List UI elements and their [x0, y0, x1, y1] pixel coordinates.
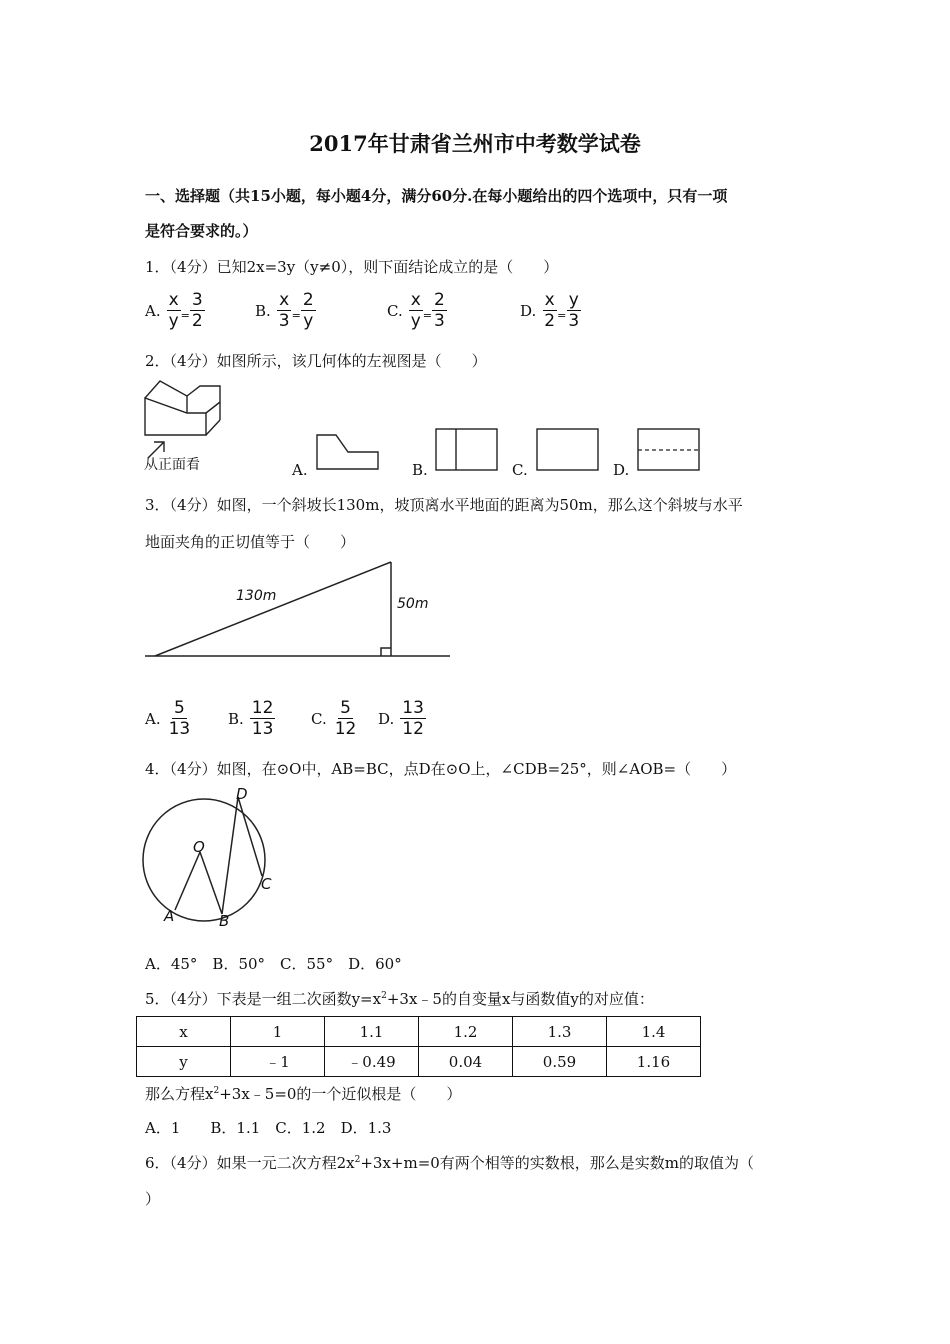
q5-value-table — [136, 1016, 701, 1077]
slope-line — [155, 562, 391, 656]
option-label: A. — [145, 709, 161, 728]
q4-circle-figure — [140, 782, 285, 932]
table-cell: 1 — [231, 1017, 325, 1047]
q5-stem: 5．（4分）下表是一组二次函数$y=x^2+3x﹣5$的自变量x与函数值y的对应值： — [145, 990, 654, 1008]
q5-question: 那么方程$x^2+3x﹣5=0$的一个近似根是（ ） — [145, 1085, 462, 1103]
equals-sign: = — [557, 309, 567, 322]
table-cell: 1.3 — [513, 1017, 607, 1047]
q2-option-a-figure[interactable] — [314, 432, 380, 472]
option-label: D. — [520, 301, 537, 320]
q4-options[interactable]: A．45° B．50° C．55° D．60° — [145, 955, 402, 973]
q2-option-a-label[interactable]: A. — [292, 461, 308, 479]
fraction: $\frac{x}{3}$ — [278, 290, 290, 331]
option-label: B. — [255, 301, 271, 320]
table-cell: y — [137, 1047, 231, 1077]
table-row — [137, 1017, 701, 1047]
fraction: $\frac{x}{y}$ — [410, 290, 421, 331]
label-b: B — [219, 912, 230, 930]
q6-stem-line2: ） — [145, 1190, 161, 1208]
q2-option-c-label[interactable]: C. — [512, 461, 528, 479]
solid-edge — [206, 402, 220, 413]
q3-slope-label: 130m — [236, 588, 277, 604]
table-cell: 1.4 — [607, 1017, 701, 1047]
q2-option-b-label[interactable]: B. — [412, 461, 428, 479]
section-heading-line1: 一、选择题（共15小题，每小题4分，满分60分.在每小题给出的四个选项中，只有一项 — [145, 187, 728, 205]
q3-stem-line2: 地面夹角的正切值等于（ ） — [145, 533, 356, 551]
table-row — [137, 1047, 701, 1077]
fraction: $\frac{x}{2}$ — [544, 290, 556, 331]
circle-o — [143, 799, 265, 921]
q1-stem: 1．（4分）已知2x=3y（y≠0），则下面结论成立的是（ ） — [145, 258, 559, 276]
q2-stem: 2．（4分）如图所示，该几何体的左视图是（ ） — [145, 352, 487, 370]
fraction: $\frac{2}{3}$ — [434, 290, 445, 331]
option-label: A. — [145, 301, 161, 320]
table-cell: 1.16 — [607, 1047, 701, 1077]
label-o: O — [193, 838, 205, 856]
table-cell: x — [137, 1017, 231, 1047]
q5-options[interactable]: A．1 B．1.1 C．1.2 D．1.3 — [145, 1119, 392, 1137]
right-angle-mark — [381, 648, 391, 656]
table-cell: ﹣1 — [231, 1047, 325, 1077]
section-heading-line2: 是符合要求的。） — [145, 222, 258, 240]
q3-option-a[interactable] — [145, 698, 192, 739]
q2-option-d-figure[interactable] — [637, 428, 701, 472]
label-d: D — [236, 785, 248, 803]
q3-option-c[interactable] — [311, 698, 358, 739]
table-cell: 1.2 — [419, 1017, 513, 1047]
fraction: $\frac{5}{13}$ — [168, 698, 191, 739]
q6-stem: 6．（4分）如果一元二次方程$2x^2+3x+m=0$有两个相等的实数根，那么是实数m的取值为（ — [145, 1154, 755, 1172]
q1-option-c[interactable] — [387, 290, 447, 331]
q2-option-d-label[interactable]: D. — [613, 461, 630, 479]
table-cell: 0.04 — [419, 1047, 513, 1077]
table-cell: 1.1 — [325, 1017, 419, 1047]
q3-stem-line1: 3．（4分）如图，一个斜坡长130m，坡顶离水平地面的距离为50m，那么这个斜坡与水平 — [145, 496, 743, 514]
q2-solid-figure — [140, 378, 230, 448]
fraction: $\frac{3}{2}$ — [191, 290, 203, 331]
table-cell: 0.59 — [513, 1047, 607, 1077]
fraction: $\frac{2}{y}$ — [302, 290, 314, 331]
q2-option-c-figure[interactable] — [536, 428, 600, 472]
radii-oa-ob — [175, 852, 222, 914]
option-label: C. — [387, 301, 403, 320]
q4-stem: 4．（4分）如图，在⊙O中，AB=BC，点D在⊙O上，∠CDB=25°，则∠AOB=（ ） — [145, 760, 737, 778]
chords-bd-dc — [222, 797, 262, 914]
solid-front-face — [145, 398, 206, 435]
equals-sign: = — [180, 309, 190, 322]
fraction: $\frac{12}{13}$ — [251, 698, 274, 739]
q2-figure-caption: 从正面看 — [144, 457, 200, 473]
label-a: A — [164, 907, 175, 925]
table-cell: ﹣0.49 — [325, 1047, 419, 1077]
q1-option-b[interactable] — [255, 290, 316, 331]
fraction: $\frac{13}{12}$ — [402, 698, 424, 739]
q3-option-b[interactable] — [228, 698, 275, 739]
equals-sign: = — [422, 309, 432, 322]
fraction: $\frac{5}{12}$ — [334, 698, 357, 739]
solid-top-edge — [145, 381, 187, 413]
fraction: $\frac{y}{3}$ — [568, 290, 580, 331]
solid-right-edge — [187, 386, 220, 413]
q1-option-d[interactable] — [520, 290, 581, 331]
label-c: C — [261, 875, 272, 893]
option-label: D. — [378, 709, 395, 728]
q2-option-b-figure[interactable] — [435, 428, 499, 472]
q3-option-d[interactable] — [378, 698, 426, 739]
solid-edge — [206, 420, 220, 435]
page-title: 2017年甘肃省兰州市中考数学试卷 — [309, 131, 641, 156]
q3-height-label: 50m — [397, 596, 429, 612]
q1-option-a[interactable] — [145, 290, 205, 331]
fraction: $\frac{x}{y}$ — [168, 290, 179, 331]
option-label: B. — [228, 709, 244, 728]
option-label: C. — [311, 709, 327, 728]
equals-sign: = — [291, 309, 301, 322]
